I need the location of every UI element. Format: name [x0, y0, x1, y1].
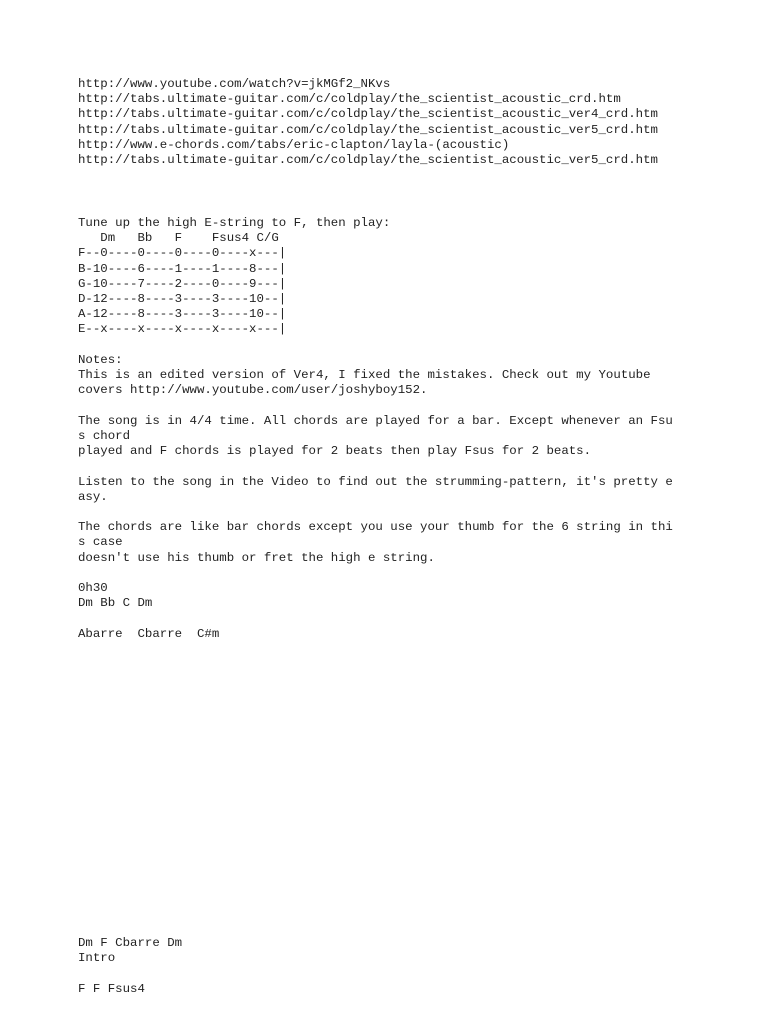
song-section-block: Dm F Cbarre Dm Intro F F Fsus4 [78, 936, 183, 996]
chord-tab-block: Tune up the high E-string to F, then play: Dm Bb F Fsus4 C/G F--0----0----0----0----x---| B-10----6----1----1----8---| G-10----7----2----0----9---| D-12----8----3----3----10--| A-12----8----3----3----10--| E--x----x----x----x----x---| [78, 216, 391, 337]
url-list: http://www.youtube.com/watch?v=jkMGf2_NKvs http://tabs.ultimate-guitar.com/c/coldplay/the_scientist_acoustic_crd.htm http://tabs.ultimate-guitar.com/c/coldplay/the_scientist_acoustic_ver4_crd.htm http://tabs.ultimate-guitar.com/c/coldplay/the_scientist_acoustic_ver5_crd.htm http://www.e-chords.com/tabs/eric-clapton/layla-(acoustic) http://tabs.ultimate-guitar.com/c/coldplay/the_scientist_acoustic_ver5_crd.htm [78, 77, 658, 168]
notes-block: Notes: This is an edited version of Ver4, I fixed the mistakes. Check out my Youtube covers http://www.youtube.com/user/joshyboy152. The song is in 4/4 time. All chords are played for a bar. Except whenever an Fsu s chord played and F chords is played for 2 beats then play Fsus for 2 beats. Listen to the song in the Video to find out the strumming-pattern, it's pretty e asy. The chords are like bar chords except you use your thumb for the 6 string in thi s case doesn't use his thumb or fret the high e string. 0h30 Dm Bb C Dm Abarre Cbarre C#m [78, 353, 673, 641]
